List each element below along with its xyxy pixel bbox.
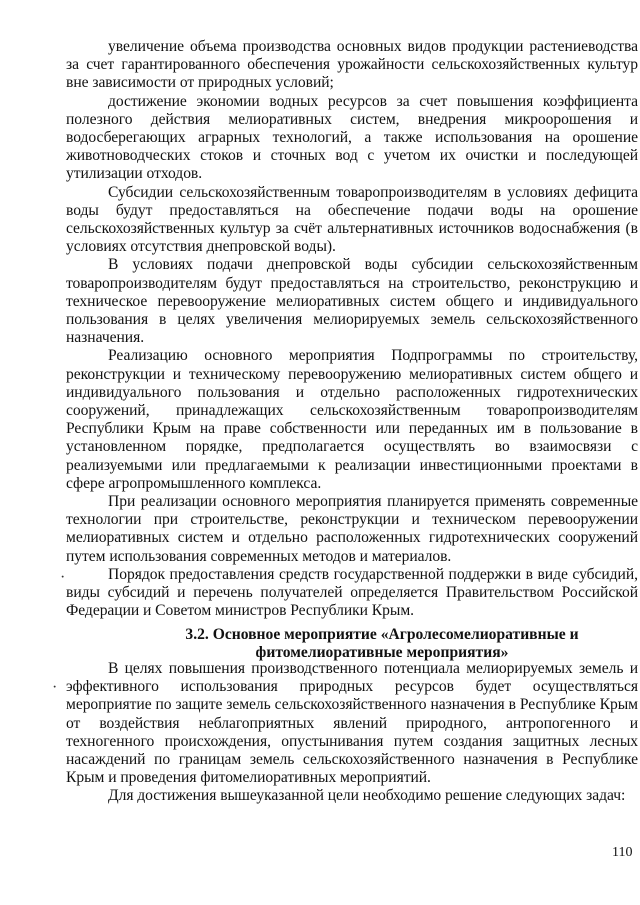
paragraph-9: Для достижения вышеуказанной цели необходимо решение следующих задач: [108, 787, 626, 805]
section-heading: 3.2. Основное мероприятие «Агролесомелиоративные и фитомелиоративные мероприятия» [185, 626, 579, 662]
paragraph-6: При реализации основного мероприятия планируется применять современные технологии при строительстве, реконструкции и техническом перевооружении мелиоративных систем и отдельно расположенных гидротехнических сооружений путем использования современных методов и материалов. [66, 493, 638, 565]
paragraph-2: достижение экономии водных ресурсов за счет повышения коэффициента полезного действия мелиоративных систем, внедрения микроорошения и водосберегающих аграрных технологий, а также использования на орошение животноводческих стоков и сточных вод с учетом их очистки и последующей утилизации отходов. [66, 92, 638, 183]
text-block-upper [66, 38, 638, 621]
paragraph-3: Субсидии сельскохозяйственным товаропроизводителям в условиях дефицита воды будут предоставляться на обеспечение подачи воды на орошение сельскохозяйственных культур за счёт альтернативных источников водоснабжения (в условиях отсутствия днепровской воды). [66, 183, 638, 256]
text-block-lower [66, 660, 638, 806]
paragraph-1: увеличение объема производства основных видов продукции растениеводства за счет гарантированного обеспечения урожайности сельскохозяйственных культур вне зависимости от природных условий; [66, 38, 638, 92]
paragraph-8: В целях повышения производственного потенциала мелиорируемых земель и эффективного использования природных ресурсов будет осуществляться мероприятие по защите земель сельскохозяйственного назначения в Республике Крым от воздействия неблагоприятных явлений природного, антропогенного и техногенного происхождения, опустынивания путем создания защитных лесных насаждений по границам земель сельскохозяйственного назначения в Республике Крым и проведения фитомелиоративных мероприятий. [66, 660, 638, 787]
scan-speck: · [52, 679, 58, 696]
page-number: 110 [612, 845, 633, 860]
paragraph-4: В условиях подачи днепровской воды субсидии сельскохозяйственным товаропроизводителям будут предоставляться на строительство, реконструкцию и техническое перевооружение мелиоративных систем общего и индивидуального пользования в целях увеличения мелиорируемых земель сельскохозяйственного назначения. [66, 256, 638, 347]
paragraph-5: Реализацию основного мероприятия Подпрограммы по строительству, реконструкции и техническому перевооружению мелиоративных систем общего и индивидуального пользования и отдельно расположенных гидротехнических сооружений, принадлежащих сельскохозяйственным товаропроизводителям Республики Крым на праве собственности или переданных им в пользование в установленном порядке, предполагается осуществлять во взаимосвязи с реализуемыми или предлагаемыми к реализации инвестиционными проектами в сфере агропромышленного комплекса. [66, 347, 638, 492]
paragraph-7: Порядок предоставления средств государственной поддержки в виде субсидий, виды субсидий и перечень получателей определяется Правительством Российской Федерации и Советом министров Республики Крым. [66, 565, 638, 620]
scan-speck: · [60, 569, 66, 586]
